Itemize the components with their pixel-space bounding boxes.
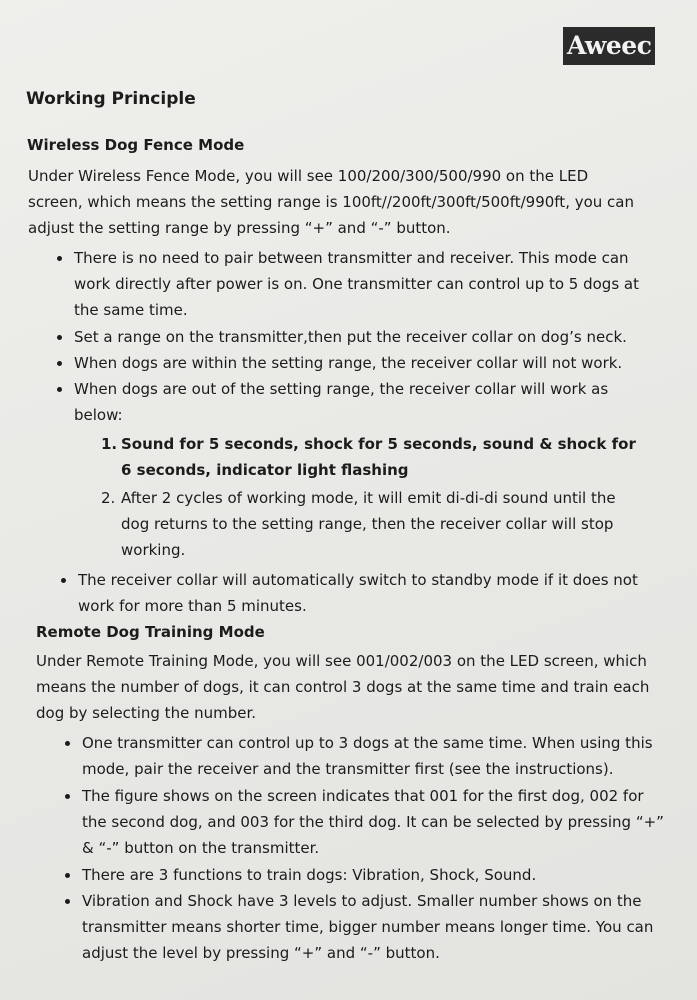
wireless-section-title: Wireless Dog Fence Mode: [27, 136, 245, 154]
list-item: When dogs are out of the setting range, the receiver collar will work as below:: [26, 376, 646, 428]
list-item: 2. After 2 cycles of working mode, it will emit di-di-di sound until the dog returns to the setting range, then the receiver collar will stop working.: [101, 489, 616, 559]
bullet-dot-icon: [57, 335, 62, 340]
wireless-steps-list: [26, 431, 646, 563]
remote-training-section: [0, 620, 697, 966]
bullet-dot-icon: [65, 873, 70, 878]
bullet-dot-icon: [65, 899, 70, 904]
bullet-dot-icon: [57, 361, 62, 366]
bullet-dot-icon: [57, 387, 62, 392]
list-item: Vibration and Shock have 3 levels to adjust. Smaller number shows on the transmitter means shorter time, bigger number means longer time. You can adjust the level by pressing “+” and “-” button.: [34, 888, 672, 966]
list-item: One transmitter can control up to 3 dogs at the same time. When using this mode, pair the receiver and the transmitter first (see the instructions).: [34, 730, 672, 782]
wireless-intro: Under Wireless Fence Mode, you will see 100/200/300/500/990 on the LED screen, which means the setting range is 100ft//200ft/300ft/500ft/990ft, you can adjust the setting range by pressing “+” and “-” button.: [28, 167, 634, 237]
list-item: When dogs are within the setting range, the receiver collar will not work.: [26, 350, 646, 376]
page-title: Working Principle: [26, 89, 196, 109]
remote-intro: Under Remote Training Mode, you will see 001/002/003 on the LED screen, which means the number of dogs, it can control 3 dogs at the same time and train each dog by selecting the number.: [36, 652, 650, 722]
brand-logo: Aweec: [563, 27, 655, 65]
bullet-dot-icon: [65, 741, 70, 746]
wireless-bullet-list: [26, 245, 646, 428]
list-item: There are 3 functions to train dogs: Vibration, Shock, Sound.: [34, 862, 672, 888]
bullet-dot-icon: [57, 256, 62, 261]
remote-bullet-list: [34, 730, 672, 966]
wireless-fence-section: [0, 133, 697, 619]
remote-section-title: Remote Dog Training Mode: [36, 623, 265, 641]
list-item: The figure shows on the screen indicates that 001 for the first dog, 002 for the second dog, and 003 for the third dog. It can be selected by pressing “+” & “-” button on the transmitter.: [34, 783, 672, 861]
list-item: Set a range on the transmitter,then put the receiver collar on dog’s neck.: [26, 324, 646, 350]
list-item: There is no need to pair between transmitter and receiver. This mode can work directly after power is on. One transmitter can control up to 5 dogs at the same time.: [26, 245, 646, 323]
list-item: 1. Sound for 5 seconds, shock for 5 seconds, sound & shock for 6 seconds, indicator light flashing: [101, 435, 636, 479]
bullet-dot-icon: [65, 794, 70, 799]
bullet-dot-icon: [61, 578, 66, 583]
list-item: The receiver collar will automatically switch to standby mode if it does not work for more than 5 minutes.: [30, 567, 650, 619]
wireless-last-bullet: [30, 567, 650, 619]
